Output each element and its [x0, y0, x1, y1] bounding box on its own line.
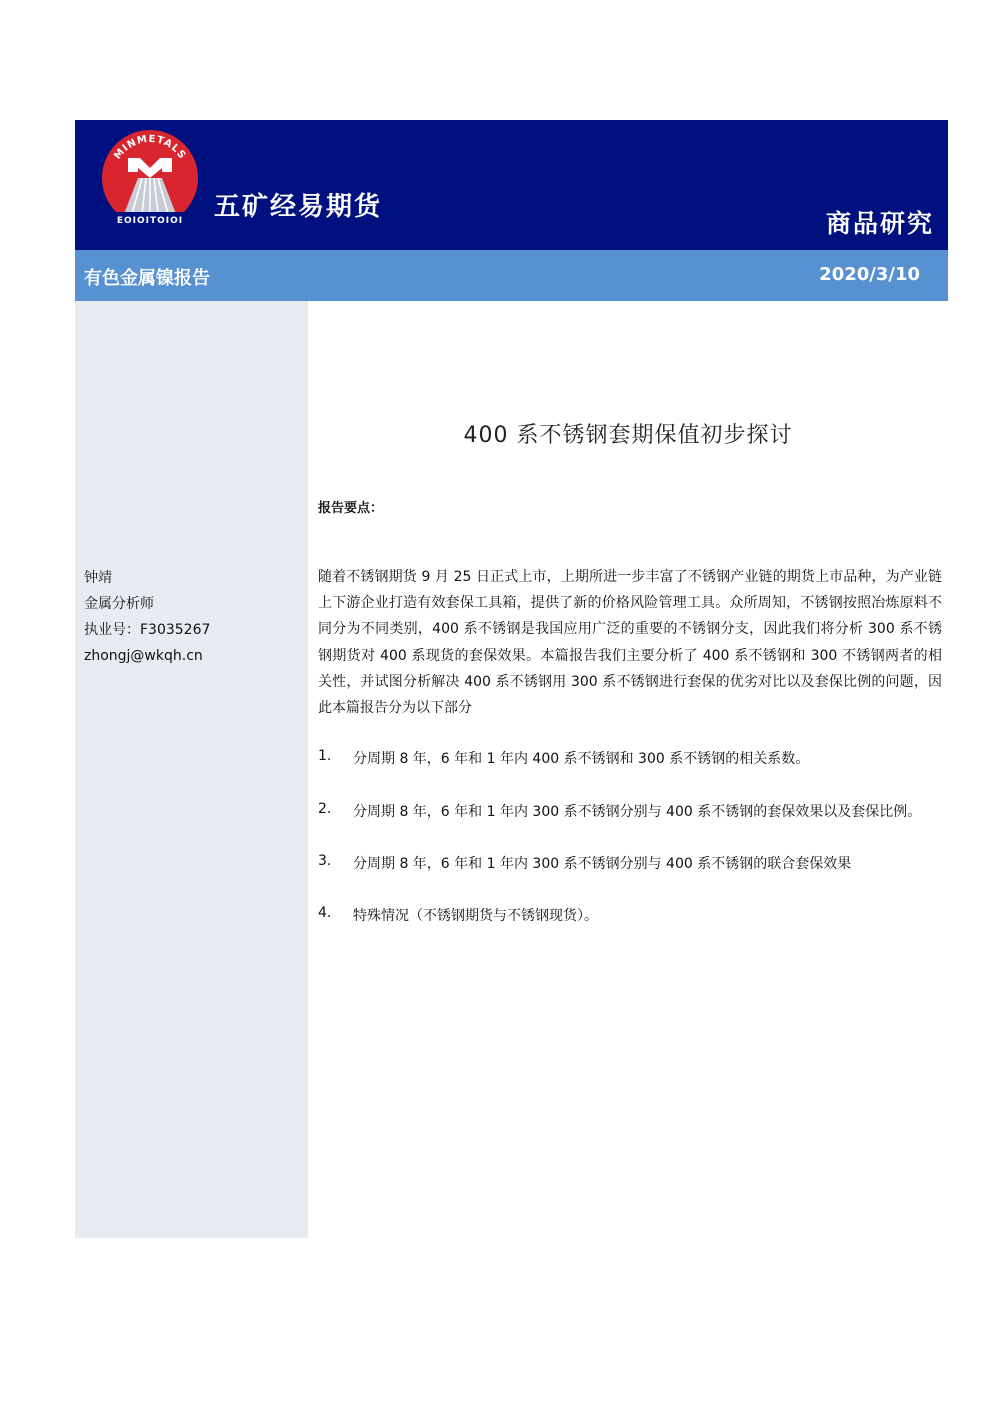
list-item-number: 3. — [318, 853, 332, 869]
list-item-number: 4. — [318, 905, 332, 921]
analyst-role: 金属分析师 — [84, 596, 154, 612]
analyst-name: 钟靖 — [84, 570, 112, 586]
list-item-text: 分周期 8 年，6 年和 1 年内 300 系不锈钢分别与 400 系不锈钢的套保效果以及套保比例。 — [353, 804, 922, 820]
list-item-text: 分周期 8 年，6 年和 1 年内 400 系不锈钢和 300 系不锈钢的相关系数。 — [353, 751, 810, 767]
report-title: 400 系不锈钢套期保值初步探讨 — [463, 423, 793, 448]
list-item-number: 2. — [318, 801, 332, 817]
report-date: 2020/3/10 — [819, 264, 920, 285]
analyst-email: zhongj@wkqh.cn — [84, 648, 203, 664]
logo-bottom-text: EOIOITOIOI — [116, 216, 184, 226]
key-points-label: 报告要点： — [318, 501, 384, 516]
header-banner — [75, 120, 948, 250]
list-item-text: 分周期 8 年，6 年和 1 年内 300 系不锈钢分别与 400 系不锈钢的联合套保效果 — [353, 856, 852, 872]
minmetals-logo-icon — [98, 128, 202, 232]
logo-arc-text: MINMETALS — [112, 133, 188, 162]
company-name: 五矿经易期货 — [214, 192, 383, 222]
list-item-text: 特殊情况（不锈钢期货与不锈钢现货）。 — [353, 908, 598, 924]
report-category: 商品研究 — [825, 209, 934, 238]
intro-paragraph: 随着不锈钢期货 9 月 25 日正式上市，上期所进一步丰富了不锈钢产业链的期货上市品种，为产业链上下游企业打造有效套保工具箱，提供了新的价格风险管理工具。众所周知，不锈钢按照冶炼原料不同分为不同类别，400 系不锈钢是我国应用广泛的重要的不锈钢分支，因此我们将分析 300 系不锈钢期货对 400 系现货的套保效果。本篇报告我们主要分析了 400 系不锈钢和 300 不锈钢两者的相关性，并试图分析解决 400 系不锈钢用 300 系不锈钢进行套保的优劣对比以及套保比例的问题，因此本篇报告分为以下部分 — [318, 569, 942, 717]
sidebar-panel — [75, 301, 308, 1238]
report-type: 有色金属镍报告 — [84, 268, 210, 289]
analyst-license: 执业号：F3035267 — [84, 622, 211, 638]
list-item-number: 1. — [318, 748, 332, 764]
analyst-info — [84, 565, 210, 669]
